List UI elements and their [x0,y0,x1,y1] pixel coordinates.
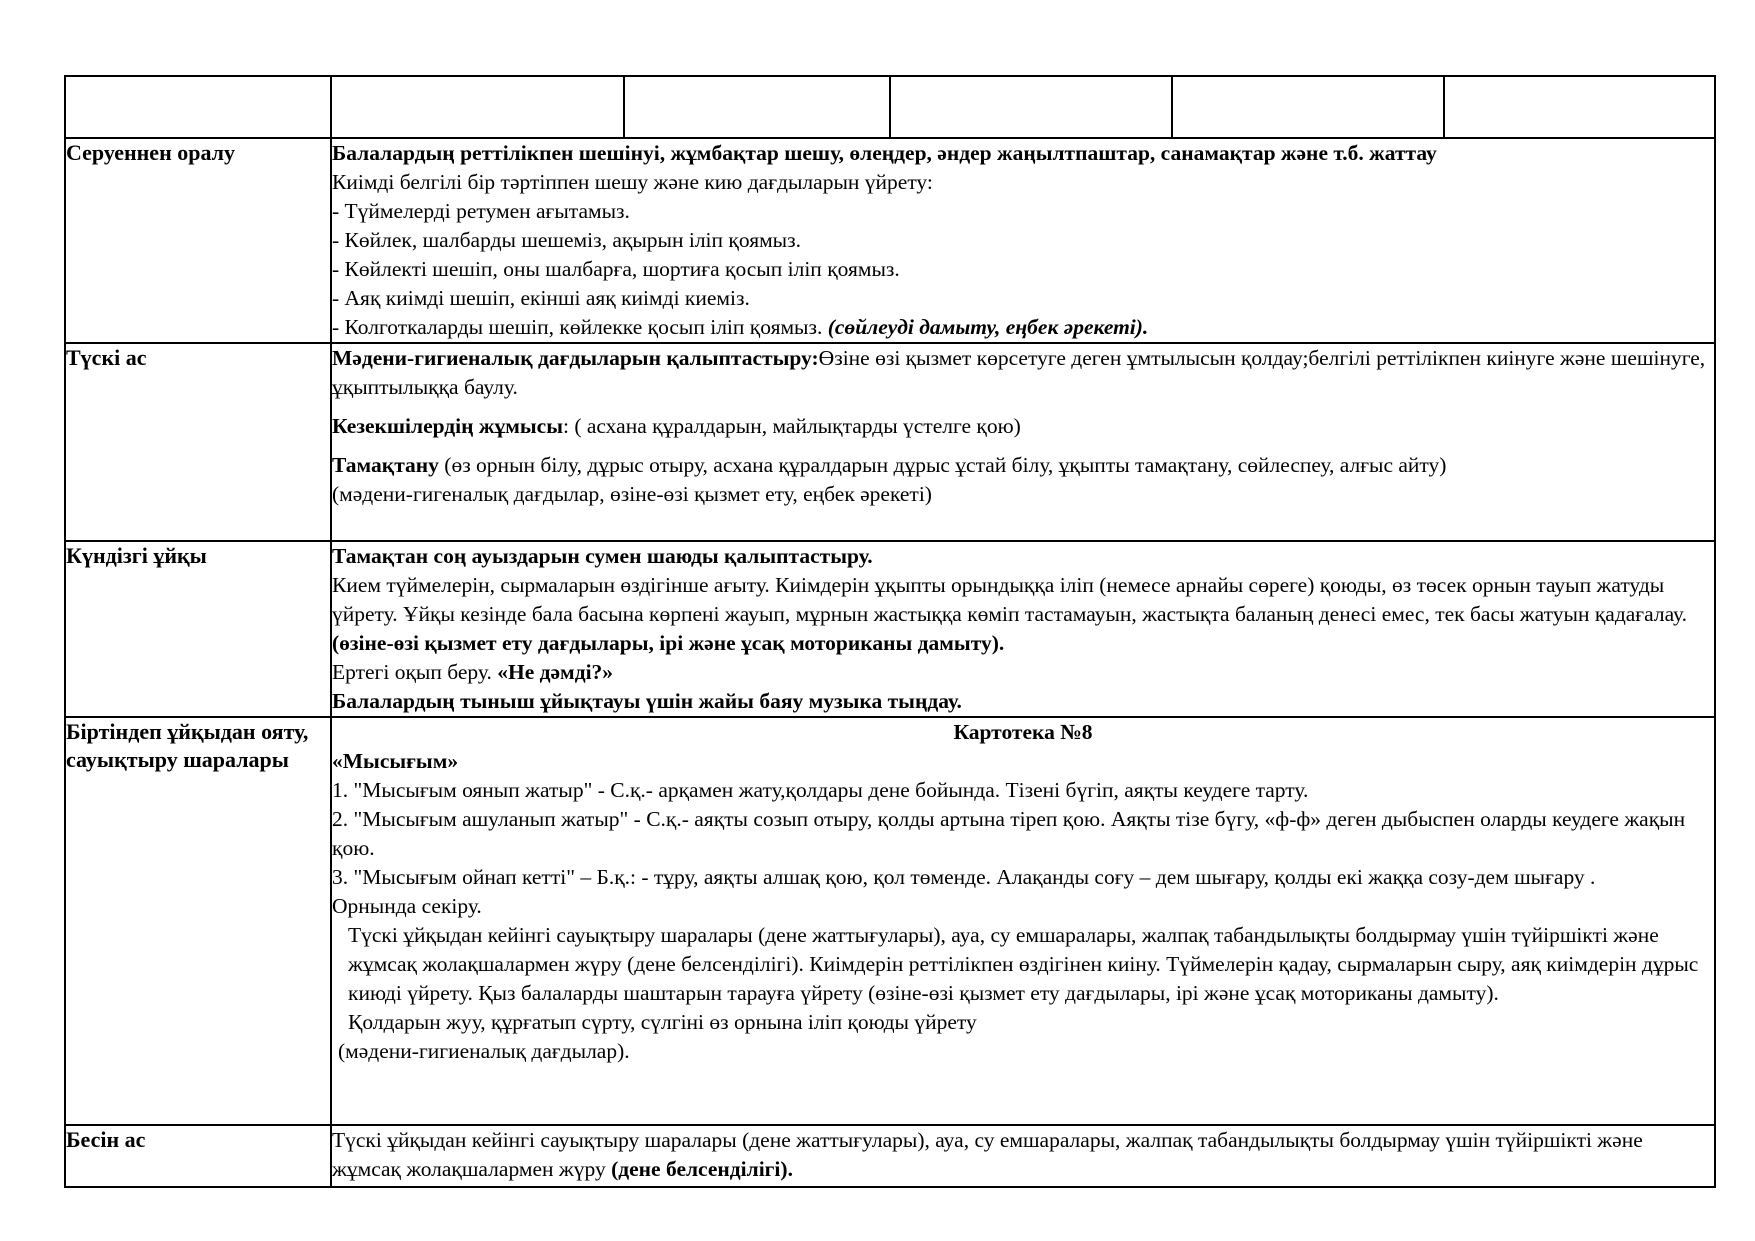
nap-text [332,571,1714,658]
nap-tale [332,658,1714,687]
lunch-paragraph-eating [332,451,1714,480]
row-nap [65,541,1715,717]
snack-text-main: Түскі ұйқыдан кейінгі сауықтыру шаралары (дене жаттығулары), ауа, су емшаралары, жалпақ табандылықты болдырмау үшін түйіршікті және жұмсақ жолақшалармен жүру [332,1128,1643,1181]
row-snack [65,1125,1715,1187]
lunch-eating-text: (өз орнын білу, дұрыс отыру, асхана құралдарын дұрыс ұстай білу, ұқыпты тамақтану, сөйлеспеу, алғыс айту) [438,453,1447,477]
empty-cell [624,76,890,138]
wake-exercise-item: Орнында секіру. [332,894,482,918]
lunch-eating-note: (мәдени-гигеналық дағдылар, өзіне-өзі қызмет ету, еңбек әрекеті) [332,482,932,506]
wake-exercise-item: 1. "Мысығым оянып жатыр" - С.қ.- арқамен жату,қолдары дене бойында. Тізені бүгіп, аяқты кеудеге тарту. [332,778,1309,802]
wake-card-title: Картотека №8 [953,720,1093,744]
wake-exercise-item: 2. "Мысығым ашуланып жатыр" - С.қ.- аяқты созып отыру, қолды артына тіреп қою. Аяқты тізе бүгу, «ф-ф» деген дыбыспен оларды кеудеге жақын қою. [332,807,1686,860]
return-walk-step: - Түймелерді ретумен ағытамыз. [332,199,630,223]
lunch-hygiene-title: Мәдени-гигиеналық дағдыларын қалыптастыру: [332,346,819,370]
return-walk-last-step: - Колготкаларды шешіп, көйлекке қосып іліп қоямыз. [332,315,828,339]
row-content-snack [331,1125,1715,1187]
wake-health-text: Түскі ұйқыдан кейінгі сауықтыру шаралары (дене жаттығулары), ауа, су емшаралары, жалпақ табандылықты болдырмау үшін түйіршікті және жұмсақ жолақшалармен жүру (дене белсенділігі). Киімдерін реттілікпен өздігінен киіну. Түймелерін қадау, сырмаларын сыру, аяқ киімдерін дұрыс киюді үйрету. Қыз балаларды шаштарын тарауға үйрету (өзіне-өзі қызмет ету дағдылары, ірі және ұсақ моториканы дамыту). [348,923,1699,1005]
nap-music: Балалардың тыныш ұйықтауы үшін жайы баяу музыка тыңдау. [332,689,962,713]
nap-text-note: (өзіне-өзі қызмет ету дағдылары, ірі және ұсақ моториканы дамыту). [332,631,1005,655]
empty-cell [331,76,624,138]
row-content-nap [331,541,1715,717]
row-label-nap: Күндізгі ұйқы [65,541,331,717]
header-row [65,76,1715,138]
row-label-return-walk: Серуеннен оралу [65,138,331,343]
row-content-lunch [331,343,1715,541]
return-walk-note: (сөйлеуді дамыту, еңбек әрекеті). [827,315,1149,339]
lunch-eating-title: Тамақтану [332,453,439,477]
empty-cell [65,76,331,138]
row-label-wake: Біртіндеп ұйқыдан ояту, сауықтыру шаралары [65,717,331,1125]
row-content-return-walk [331,138,1715,343]
return-walk-step: - Көйлекті шешіп, оны шалбарға, шортиға қосып іліп қоямыз. [332,257,900,281]
return-walk-step [332,313,1714,342]
wake-wash-note: (мәдени-гигиеналық дағдылар). [338,1039,630,1063]
wake-exercise-title: «Мысығым» [332,749,459,773]
lunch-hygiene-text: Өзіне өзі қызмет көрсетуге деген ұмтылысын қолдау;белгілі реттілікпен киінуге және шешінуге, ұқыптылыққа баулу. [332,346,1706,399]
plan-table [64,75,1716,1188]
empty-cell [1172,76,1444,138]
row-label-lunch: Түскі ас [65,343,331,541]
lunch-duty-title: Кезекшілердің жұмысы [332,414,563,438]
nap-tale-title: «Не дәмді?» [497,660,614,684]
row-content-wake [331,717,1715,1125]
return-walk-intro: Киімді белгілі бір тәртіппен шешу және кию дағдыларын үйрету: [332,170,933,194]
nap-text-main: Кием түймелерін, сырмаларын өздігінше ағыту. Киімдерін ұқыпты орындыққа іліп (немесе арнайы сөреге) қоюды, өз төсек орнын тауып жатуды үйрету. Ұйқы кезінде бала басына көрпені жауып, мұрнын жастыққа көміп тастамауын, жастықта баланың денесі емес, тек басы жатуын қадағалау. [332,573,1688,626]
empty-cell [890,76,1172,138]
snack-text-note: (дене белсенділігі). [611,1157,793,1181]
return-walk-step: - Көйлек, шалбарды шешеміз, ақырын іліп қоямыз. [332,228,802,252]
snack-text [332,1126,1714,1184]
return-walk-heading: Балалардың реттілікпен шешінуі, жұмбақтар шешу, өлеңдер, әндер жаңылтпаштар, санамақтар және т.б. жаттау [332,141,1437,165]
nap-tale-text: Ертегі оқып беру. [332,660,498,684]
lunch-paragraph-hygiene [332,344,1714,402]
row-label-snack: Бесін ас [65,1125,331,1187]
empty-cell [1444,76,1715,138]
row-wake [65,717,1715,1125]
lunch-duty-text: : ( асхана құралдарын, майлықтарды үстелге қою) [563,414,1021,438]
return-walk-step: - Аяқ киімді шешіп, екінші аяқ киімді киеміз. [332,286,750,310]
row-lunch [65,343,1715,541]
wake-wash-text: Қолдарын жуу, құрғатып сүрту, сүлгіні өз орнына іліп қоюды үйрету [348,1010,977,1034]
nap-heading: Тамақтан соң ауыздарын сумен шаюды қалыптастыру. [332,544,873,568]
lunch-paragraph-duty [332,412,1714,441]
wake-exercise-item: 3. "Мысығым ойнап кетті" – Б.қ.: - тұру, аяқты алшақ қою, қол төменде. Алақанды соғу – дем шығару, қолды екі жаққа созу-дем шығару . [332,865,1596,889]
row-return-walk [65,138,1715,343]
